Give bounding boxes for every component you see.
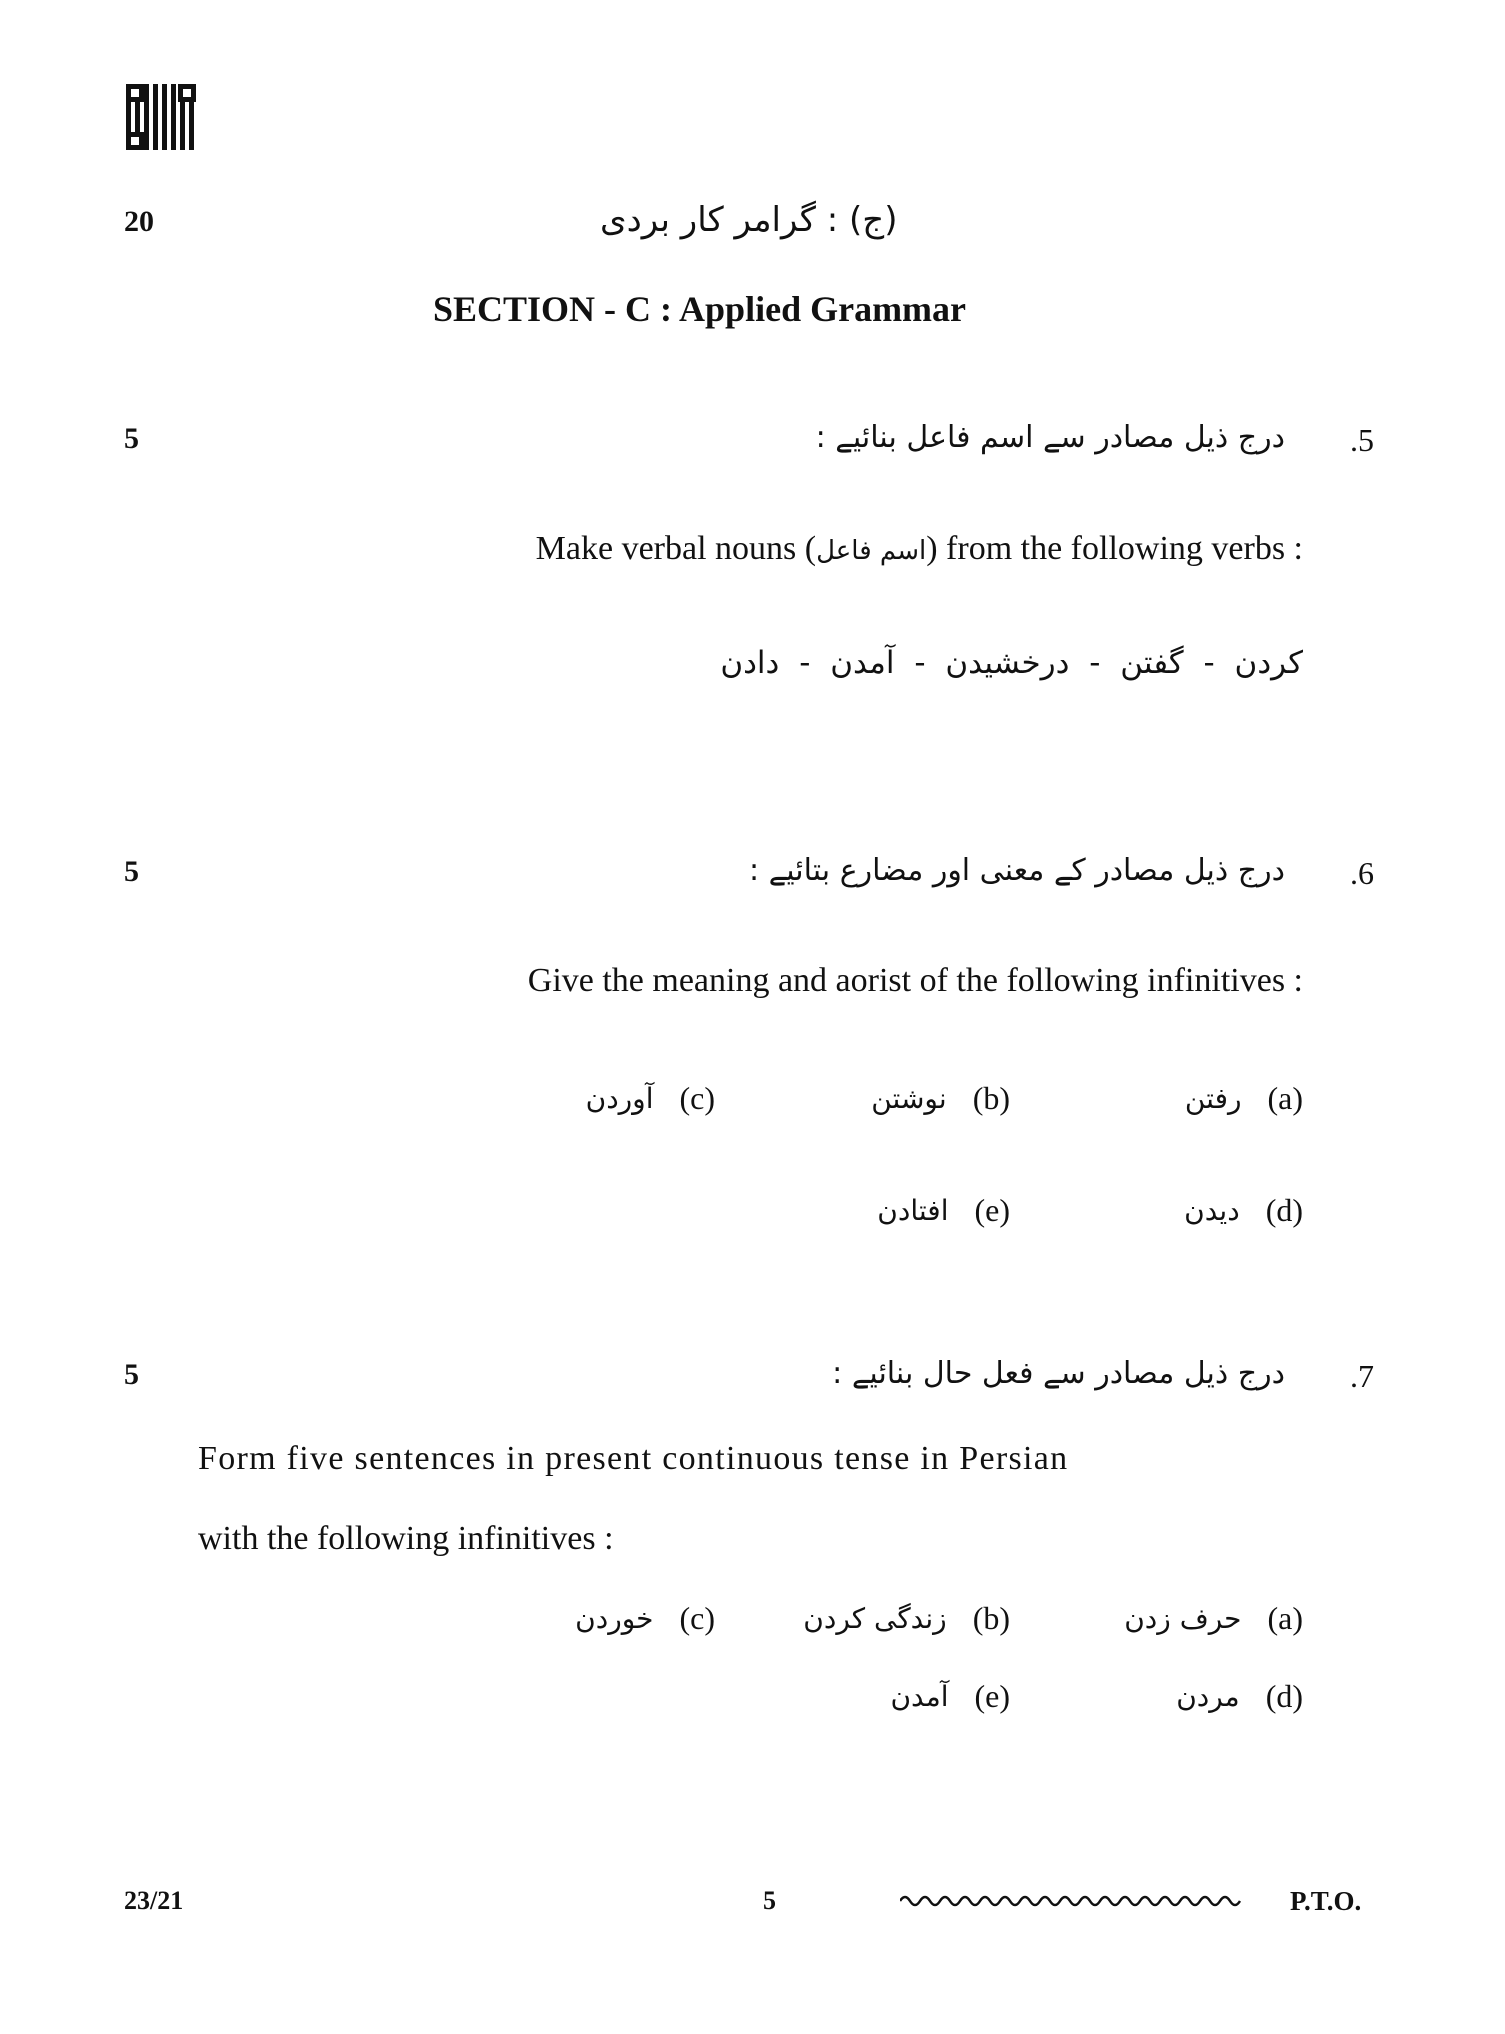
paper-code: 23/21 — [124, 1886, 184, 1915]
urdu-section-heading: (ج) : گرامر کار بردی — [600, 200, 898, 240]
q6-option-a — [1185, 1080, 1303, 1117]
question-7-urdu: درج ذیل مصادر سے فعل حال بنائیے : — [832, 1356, 1285, 1391]
option-label: (e) — [974, 1678, 1010, 1714]
option-label: (c) — [679, 1080, 715, 1116]
question-5-word-list: کردن - گفتن - درخشیدن - آمدن - دادن — [720, 645, 1303, 681]
q7-option-e — [890, 1678, 1010, 1715]
q5-urdu-term: اسم فاعل — [816, 536, 927, 566]
q6-option-c — [586, 1080, 715, 1117]
q5-text-end: ) from the following verbs : — [926, 530, 1303, 567]
option-label: (a) — [1267, 1600, 1303, 1636]
option-word: رفتن — [1184, 1082, 1242, 1115]
question-6-number: .6 — [1350, 855, 1374, 891]
option-label: (b) — [972, 1080, 1010, 1116]
question-6-english: Give the meaning and aorist of the following infinitives : — [527, 962, 1303, 999]
option-word: آوردن — [585, 1082, 654, 1115]
option-word: مردن — [1176, 1680, 1240, 1713]
option-word: نوشتن — [871, 1082, 947, 1115]
option-label: (d) — [1265, 1678, 1303, 1714]
option-label: (a) — [1267, 1080, 1303, 1116]
q5-text-start: Make verbal nouns ( — [535, 530, 817, 567]
q7-option-c — [575, 1600, 715, 1637]
question-7-english-line2: with the following infinitives : — [198, 1520, 614, 1557]
option-label: (b) — [972, 1600, 1010, 1636]
option-word: آمدن — [890, 1680, 949, 1713]
section-title: SECTION - C : Applied Grammar — [433, 289, 967, 329]
q6-option-e — [877, 1192, 1010, 1229]
q6-option-d — [1184, 1192, 1303, 1229]
page-number: 5 — [763, 1886, 776, 1915]
question-5-marks: 5 — [124, 422, 139, 455]
option-label: (c) — [679, 1600, 715, 1636]
option-word: دیدن — [1184, 1194, 1240, 1227]
question-6-urdu: درج ذیل مصادر کے معنی اور مضارع بتائیے : — [748, 853, 1285, 888]
question-7-english-line1: Form five sentences in present continuous tense in Persian — [198, 1440, 1069, 1477]
question-7-number: .7 — [1350, 1358, 1374, 1394]
option-word: خوردن — [575, 1602, 654, 1635]
q7-option-a — [1124, 1600, 1303, 1637]
option-label: (d) — [1265, 1192, 1303, 1228]
question-5-number: .5 — [1350, 422, 1374, 458]
pto-label: P.T.O. — [1290, 1886, 1362, 1916]
option-word: افتادن — [877, 1194, 949, 1227]
q6-option-b — [871, 1080, 1010, 1117]
question-7-marks: 5 — [124, 1358, 139, 1391]
question-5-urdu: درج ذیل مصادر سے اسم فاعل بنائیے : — [815, 420, 1285, 455]
question-6-marks: 5 — [124, 855, 139, 888]
q7-option-b — [803, 1600, 1010, 1637]
q7-option-d — [1176, 1678, 1303, 1715]
qr-code — [126, 84, 196, 150]
option-word: زندگی کردن — [803, 1602, 947, 1635]
wavy-line-decoration — [900, 1893, 1245, 1909]
section-marks: 20 — [124, 205, 154, 238]
question-5-english — [536, 530, 1303, 568]
option-word: حرف زدن — [1124, 1602, 1242, 1635]
option-label: (e) — [974, 1192, 1010, 1228]
